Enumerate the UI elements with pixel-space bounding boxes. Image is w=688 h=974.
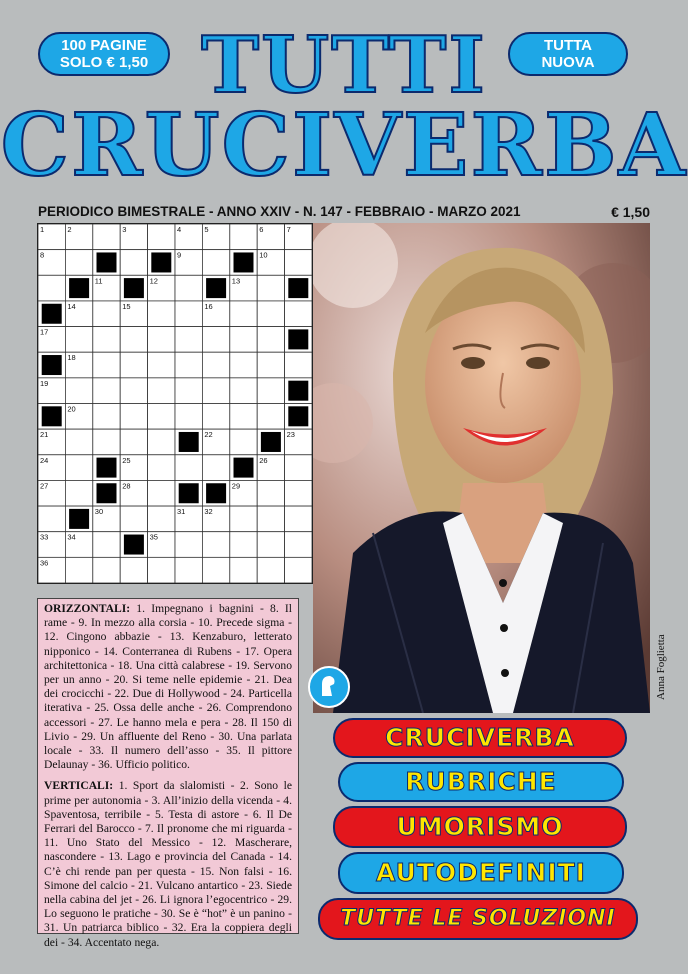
feature-soluzioni: TUTTE LE SOLUZIONI	[318, 898, 638, 940]
grid-cell	[257, 378, 284, 404]
grid-cell	[285, 532, 312, 558]
clue-number: 27	[40, 481, 49, 491]
feature-autodefiniti: AUTODEFINITI	[338, 852, 624, 894]
clue-number: 18	[67, 353, 76, 363]
clue-number: 36	[40, 558, 49, 568]
grid-cell	[230, 352, 257, 378]
grid-cell	[120, 327, 147, 353]
grid-cell	[65, 557, 92, 583]
clue-number: 6	[259, 225, 264, 234]
clue-number: 15	[122, 301, 131, 311]
clue-number: 32	[204, 507, 213, 517]
grid-cell	[148, 480, 175, 506]
grid-cell	[38, 506, 65, 532]
clue-number: 5	[204, 225, 209, 234]
grid-cell	[230, 429, 257, 455]
clue-number: 28	[122, 481, 131, 491]
clue-number: 17	[40, 327, 49, 337]
grid-cell	[148, 404, 175, 430]
clue-number: 7	[286, 225, 291, 234]
grid-cell	[148, 378, 175, 404]
grid-cell	[148, 301, 175, 327]
issue-info: PERIODICO BIMESTRALE - ANNO XXIV - N. 147 - FEBBRAIO - MARZO 2021	[38, 204, 521, 219]
photo-agency-logo	[308, 666, 350, 708]
clue-number: 13	[231, 276, 241, 286]
black-cell	[206, 278, 226, 298]
black-cell	[179, 483, 199, 503]
clue-number: 26	[259, 455, 268, 465]
clue-number: 21	[40, 430, 49, 440]
grid-cell	[175, 455, 202, 481]
grid-cell	[257, 301, 284, 327]
black-cell	[69, 278, 89, 298]
grid-cell	[175, 557, 202, 583]
grid-cell	[175, 404, 202, 430]
grid-cell	[120, 404, 147, 430]
grid-cell	[202, 404, 229, 430]
clues-box	[37, 598, 299, 949]
grid-cell	[93, 224, 120, 250]
grid-cell	[202, 532, 229, 558]
across-clues	[44, 602, 292, 772]
grid-cell	[285, 301, 312, 327]
clue-number: 4	[177, 225, 182, 234]
grid-cell	[120, 557, 147, 583]
grid-cell	[257, 480, 284, 506]
clue-number: 20	[67, 404, 76, 414]
grid-cell	[257, 275, 284, 301]
black-cell	[69, 509, 89, 529]
clue-number: 12	[149, 276, 158, 286]
grid-cell	[230, 404, 257, 430]
clue-number: 31	[177, 507, 186, 517]
grid-cell	[120, 429, 147, 455]
badge-price: SOLO € 1,50	[59, 54, 149, 71]
black-cell	[124, 278, 144, 298]
grid-cell	[230, 301, 257, 327]
black-cell	[288, 278, 308, 298]
grid-cell	[120, 378, 147, 404]
black-cell	[261, 432, 281, 452]
grid-cell	[93, 352, 120, 378]
grid-cell	[285, 506, 312, 532]
clue-number: 10	[259, 250, 268, 260]
grid-cell	[120, 250, 147, 276]
grid-cell	[120, 352, 147, 378]
grid-cell	[257, 557, 284, 583]
grid-cell	[230, 532, 257, 558]
black-cell	[96, 458, 116, 478]
clue-number: 1	[40, 225, 45, 234]
badge-tutta: TUTTA	[543, 37, 593, 54]
grid-cell	[93, 557, 120, 583]
grid-cell	[257, 532, 284, 558]
grid-cell	[65, 429, 92, 455]
clue-number: 34	[67, 532, 76, 542]
grid-cell	[93, 429, 120, 455]
feature-cruciverba: CRUCIVERBA	[333, 718, 627, 758]
across-heading: ORIZZONTALI:	[44, 602, 131, 615]
badge-nuova: NUOVA	[541, 54, 595, 71]
clue-number: 33	[40, 532, 49, 542]
grid-cell	[38, 275, 65, 301]
grid-cell	[175, 352, 202, 378]
crossword-grid	[37, 223, 313, 584]
grid-cell	[65, 480, 92, 506]
down-heading: VERTICALI:	[44, 779, 114, 793]
grid-cell	[202, 455, 229, 481]
grid-cell	[175, 301, 202, 327]
masthead-line1: TUTTI	[201, 20, 487, 111]
feature-rubriche: RUBRICHE	[338, 762, 624, 802]
black-cell	[151, 252, 171, 272]
clue-number: 2	[67, 225, 72, 234]
grid-cell	[230, 224, 257, 250]
grid-cell	[120, 506, 147, 532]
clue-number: 8	[40, 250, 45, 260]
grid-cell	[285, 557, 312, 583]
grid-cell	[93, 404, 120, 430]
grid-cell	[175, 275, 202, 301]
grid-cell	[257, 506, 284, 532]
black-cell	[42, 406, 62, 426]
black-cell	[42, 304, 62, 324]
clue-number: 22	[204, 430, 213, 440]
cover-price: € 1,50	[611, 204, 650, 220]
grid-cell	[148, 327, 175, 353]
clue-number: 24	[40, 455, 49, 465]
grid-cell	[148, 352, 175, 378]
grid-cell	[175, 327, 202, 353]
cover-photo	[313, 223, 650, 713]
grid-cell	[257, 327, 284, 353]
clue-number: 16	[204, 301, 213, 311]
black-cell	[96, 252, 116, 272]
grid-cell	[65, 327, 92, 353]
grid-cell	[257, 404, 284, 430]
grid-cell	[230, 378, 257, 404]
clue-number: 30	[94, 507, 104, 517]
black-cell	[288, 406, 308, 426]
black-cell	[179, 432, 199, 452]
clue-number: 3	[122, 225, 127, 234]
grid-cell	[285, 480, 312, 506]
black-cell	[288, 381, 308, 401]
black-cell	[96, 483, 116, 503]
clue-number: 19	[40, 378, 49, 388]
black-cell	[42, 355, 62, 375]
clue-number: 9	[177, 250, 182, 260]
across-text: 1. Impegnano i bagnini - 8. Il rame - 9. In mezzo alla corsia - 10. Precede sigma - 12. Cingono abbazie - 13. Kenzaburo, letterato nipponico - 14. Conterranea di Rubens - 17. Opera architettonica - 18. Una città calabrese - 19. Servono per un anno - 20. Si teme nelle epidemie - 21. Dea dei crocicchi - 22. Due di Hollywood - 24. Particella iterativa - 25. Ossa delle anche - 26. Comprendono accessori - 27. Le hanno mela e pera - 28. Il 150 di Livio - 29. Un affluente del Reno - 30. Una parlata locale - 33. Il numero dell’asso - 35. Il pittore Delaunay - 36. Ufficio politico.	[44, 602, 292, 772]
clue-number: 25	[122, 455, 131, 465]
photo-credit: Anna Foglietta	[655, 634, 667, 700]
grid-cell	[65, 378, 92, 404]
black-cell	[288, 329, 308, 349]
grid-cell	[148, 429, 175, 455]
grid-cell	[148, 557, 175, 583]
grid-cell	[202, 378, 229, 404]
grid-cell	[202, 352, 229, 378]
grid-cell	[202, 327, 229, 353]
feature-umorismo: UMORISMO	[333, 806, 627, 848]
clue-number: 29	[231, 481, 241, 491]
grid-cell	[93, 378, 120, 404]
down-text: 1. Sport da slalomisti - 2. Sono le prime per autonomia - 3. All’inizio della vicenda - 4. Spaventosa, terribile - 5. Testa di astore - 6. Il De Ferrari del Barocco - 7. Il pronome che mi riguarda - 11. Uno Stato del Messico - 12. Mascherare, nascondere - 13. Lago e provincia del Canada - 14. C’è chi rende pan per questa - 15. Non falsi - 16. Simone del calcio - 21. Vulcano antartico - 23. Siede nella cabina del jet - 26. Li ignora l’egocentrico - 29. Lo seguono le pratiche - 30. Se è “hot” è un panino - 31. Un patriarca biblico - 32. Era la coppiera degli dei - 34. Accentato nega.	[44, 779, 292, 949]
grid-cell	[175, 532, 202, 558]
clue-number: 11	[94, 276, 103, 286]
grid-cell	[285, 455, 312, 481]
grid-cell	[65, 250, 92, 276]
grid-cell	[148, 506, 175, 532]
grid-cell	[93, 327, 120, 353]
black-cell	[124, 535, 144, 555]
grid-cell	[285, 352, 312, 378]
grid-cell	[230, 557, 257, 583]
grid-cell	[257, 352, 284, 378]
clue-number: 35	[149, 532, 158, 542]
grid-cell	[202, 557, 229, 583]
black-cell	[233, 252, 253, 272]
grid-cell	[65, 455, 92, 481]
grid-cell	[93, 301, 120, 327]
grid-cell	[175, 378, 202, 404]
grid-cell	[285, 250, 312, 276]
badge-pages: 100 PAGINE	[61, 37, 147, 54]
clue-number: 14	[67, 301, 76, 311]
black-cell	[206, 483, 226, 503]
grid-cell	[230, 327, 257, 353]
black-cell	[233, 458, 253, 478]
down-clues	[44, 779, 292, 949]
grid-cell	[230, 506, 257, 532]
masthead-line2: CRUCIVERBA	[0, 95, 688, 196]
grid-cell	[148, 224, 175, 250]
grid-cell	[93, 532, 120, 558]
grid-cell	[202, 250, 229, 276]
grid-cell	[148, 455, 175, 481]
clue-number: 23	[286, 430, 295, 440]
